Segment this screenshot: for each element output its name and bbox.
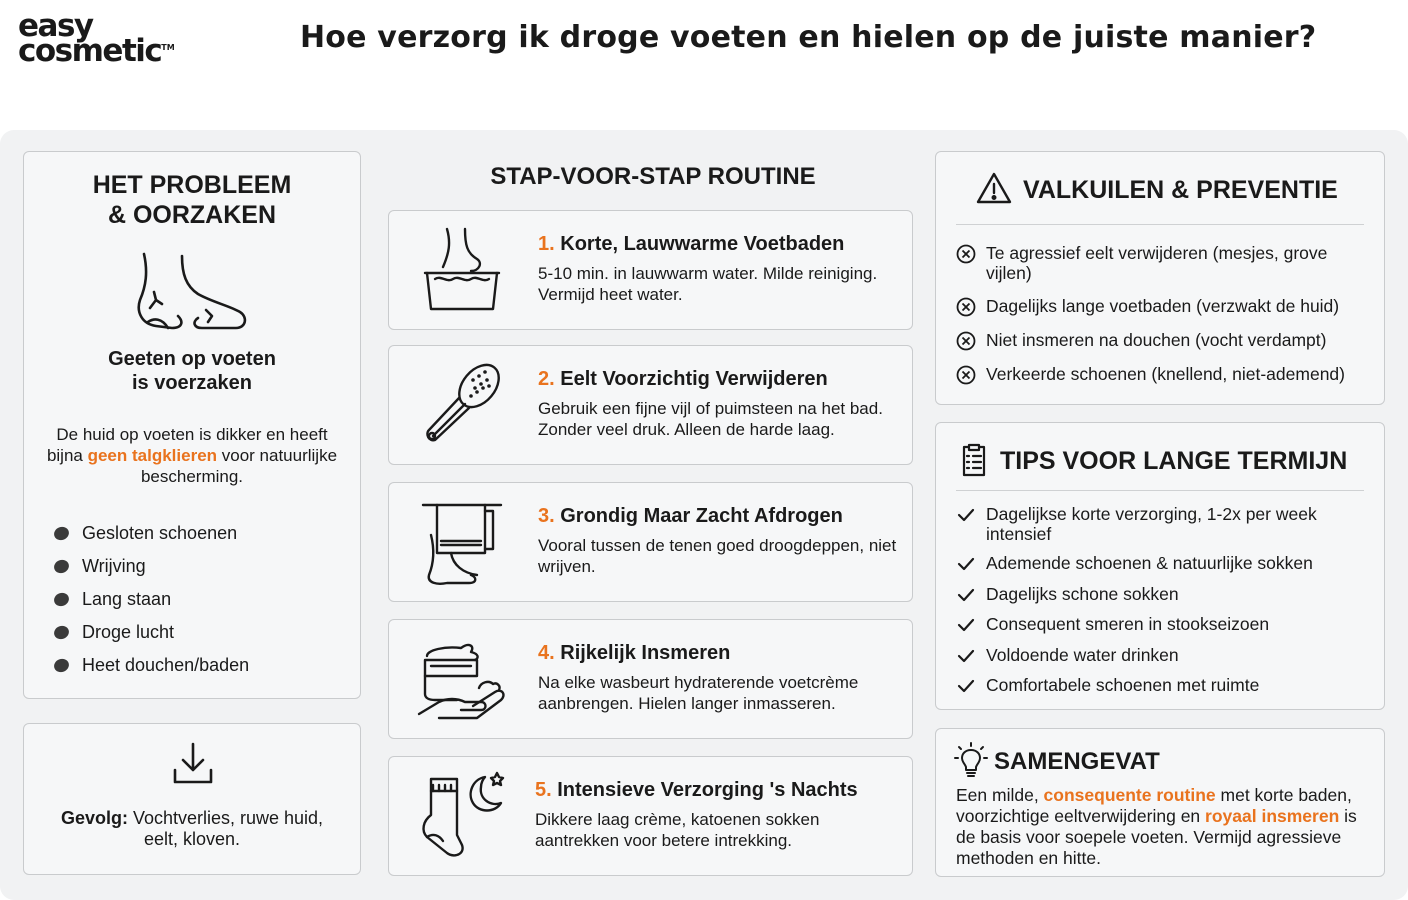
bullet-icon [52, 657, 71, 674]
check-icon [956, 554, 976, 574]
desc-highlight: geen talgklieren [87, 446, 218, 465]
logo-line1: easy [18, 8, 93, 44]
clipboard-icon [960, 443, 988, 477]
step-title-text: Intensieve Verzorging 's Nachts [551, 779, 858, 801]
tips-card [935, 422, 1385, 710]
problem-card [23, 151, 361, 699]
cause-list [54, 517, 249, 682]
list-item [956, 330, 1368, 351]
warning-icon [976, 172, 1012, 204]
list-item [54, 550, 249, 583]
summary-highlight: royaal insmeren [1205, 806, 1340, 826]
list-item [54, 517, 249, 550]
cause-label: Gesloten schoenen [82, 523, 238, 543]
result-text [44, 808, 340, 850]
logo-trademark: TM [161, 43, 175, 53]
list-item [54, 649, 249, 682]
pitfall-label: Dagelijks lange voetbaden (verzwakt de huid) [986, 296, 1340, 316]
x-circle-icon [956, 244, 976, 264]
step-card [388, 619, 913, 739]
tip-label: Voldoende water drinken [986, 644, 1179, 665]
page-title: Hoe verzorg ik droge voeten en hielen op de juiste manier? [300, 20, 1317, 55]
cause-label: Lang staan [82, 589, 172, 609]
tip-label: Dagelijkse korte verzorging, 1-2x per week intensief [986, 504, 1317, 544]
step-title [538, 505, 843, 528]
list-item [956, 584, 1368, 605]
step-number: 3. [538, 505, 555, 527]
pitfall-label: Niet insmeren na douchen (vocht verdampt) [986, 330, 1327, 350]
step-card [388, 210, 913, 330]
step-description: Na elke wasbeurt hydraterende voetcrème aanbrengen. Hielen langer inmasseren. [538, 673, 859, 713]
check-icon [956, 646, 976, 666]
problem-description [44, 424, 340, 487]
summary-text-part: met korte baden, voorzichtige eeltverwijdering en [956, 785, 1352, 826]
step-description: 5-10 min. in lauwwarm water. Milde reiniging. Vermijd heet water. [538, 264, 878, 304]
step-description: Dikkere laag crème, katoenen sokken aantrekken voor betere intrekking. [535, 810, 820, 850]
step-title-text: Eelt Voorzichtig Verwijderen [554, 368, 828, 390]
result-value: Vochtverlies, ruwe huid, eelt, kloven. [127, 808, 324, 849]
problem-title [24, 170, 360, 230]
summary-highlight: consequente routine [1043, 785, 1216, 805]
tip-label: Consequent smeren in stookseizoen [986, 614, 1270, 634]
tips-title: TIPS VOOR LANGE TERMIJN [1000, 447, 1348, 475]
x-circle-icon [956, 331, 976, 351]
routine-title: STAP-VOOR-STAP ROUTINE [490, 163, 816, 190]
problem-subtitle-line1: Geeten op voeten [108, 348, 276, 370]
problem-title-line1: HET PROBLEEM [92, 171, 292, 199]
list-item [956, 364, 1368, 385]
cause-label: Heet douchen/baden [82, 655, 250, 675]
desc-before: De huid op voeten is dikker en heeft bijna [46, 425, 328, 465]
list-item [956, 553, 1368, 574]
step-title-text: Rijkelijk Insmeren [554, 642, 731, 664]
step-number: 2. [538, 368, 555, 390]
cream-hand-icon [417, 632, 509, 724]
tip-label: Comfortabele schoenen met ruimte [986, 675, 1260, 695]
list-item [956, 645, 1368, 666]
list-item [956, 675, 1368, 696]
step-title [535, 779, 858, 802]
step-title-text: Grondig Maar Zacht Afdrogen [554, 505, 843, 527]
check-icon [956, 676, 976, 696]
check-icon [956, 585, 976, 605]
logo-line2 [18, 33, 175, 70]
pitfalls-title: VALKUILEN & PREVENTIE [1023, 176, 1338, 204]
tip-label: Dagelijks schone sokken [986, 583, 1179, 604]
cracked-foot-icon [132, 252, 252, 334]
bullet-icon [52, 558, 71, 575]
bullet-icon [52, 525, 71, 542]
summary-text [956, 785, 1370, 869]
download-arrow-icon [173, 742, 213, 786]
step-number: 5. [535, 779, 552, 801]
summary-title: SAMENGEVAT [994, 748, 1160, 775]
check-icon [956, 615, 976, 635]
list-item [956, 243, 1368, 283]
summary-text-part: Een milde, [956, 785, 1044, 805]
logo-word: cosmetic [18, 33, 162, 70]
foot-bath-icon [417, 223, 507, 313]
step-description: Vooral tussen de tenen goed droogdeppen, niet wrijven. [538, 536, 897, 576]
list-item [54, 583, 249, 616]
list-item [956, 296, 1368, 317]
brand-logo [18, 8, 175, 70]
cause-label: Droge lucht [82, 622, 175, 642]
list-item [54, 616, 249, 649]
pitfall-label: Te agressief eelt verwijderen (mesjes, grove vijlen) [986, 243, 1328, 283]
step-description: Gebruik een fijne vijl of puimsteen na het bad. Zonder veel druk. Alleen de harde laag. [538, 399, 883, 439]
divider [956, 224, 1364, 225]
pitfall-label: Verkeerde schoenen (knellend, niet-ademend) [986, 364, 1345, 384]
problem-subtitle [24, 347, 360, 395]
summary-text-part: is de basis voor soepele voeten. Vermijd agressieve methoden en hitte. [956, 806, 1357, 868]
step-number: 4. [538, 642, 555, 664]
result-label: Gevolg: [60, 808, 128, 828]
result-card [23, 723, 361, 875]
pitfalls-list [956, 243, 1368, 385]
step-card [388, 482, 913, 602]
problem-title-line2: & OORZAKEN [107, 201, 277, 229]
step-card [388, 345, 913, 465]
list-item [956, 614, 1368, 635]
cause-label: Wrijving [82, 556, 146, 576]
foot-file-icon [417, 358, 507, 448]
tip-label: Ademende schoenen & natuurlijke sokken [986, 553, 1313, 573]
step-title-text: Korte, Lauwwarme Voetbaden [554, 233, 845, 255]
tips-list [956, 504, 1368, 696]
x-circle-icon [956, 365, 976, 385]
desc-after: voor natuurlijke bescherming. [140, 446, 338, 486]
check-icon [956, 505, 976, 525]
towel-foot-icon [417, 495, 507, 587]
pitfalls-card [935, 151, 1385, 405]
x-circle-icon [956, 297, 976, 317]
sock-moon-icon [417, 769, 509, 861]
list-item [956, 504, 1368, 544]
step-number: 1. [538, 233, 555, 255]
step-title [538, 642, 730, 665]
bullet-icon [52, 624, 71, 641]
step-title [538, 368, 828, 391]
step-card [388, 756, 913, 876]
step-title [538, 233, 844, 256]
summary-card [935, 728, 1385, 877]
lightbulb-icon [954, 742, 988, 778]
bullet-icon [52, 591, 71, 608]
problem-subtitle-line2: is voerzaken [131, 372, 253, 394]
divider [956, 490, 1364, 491]
